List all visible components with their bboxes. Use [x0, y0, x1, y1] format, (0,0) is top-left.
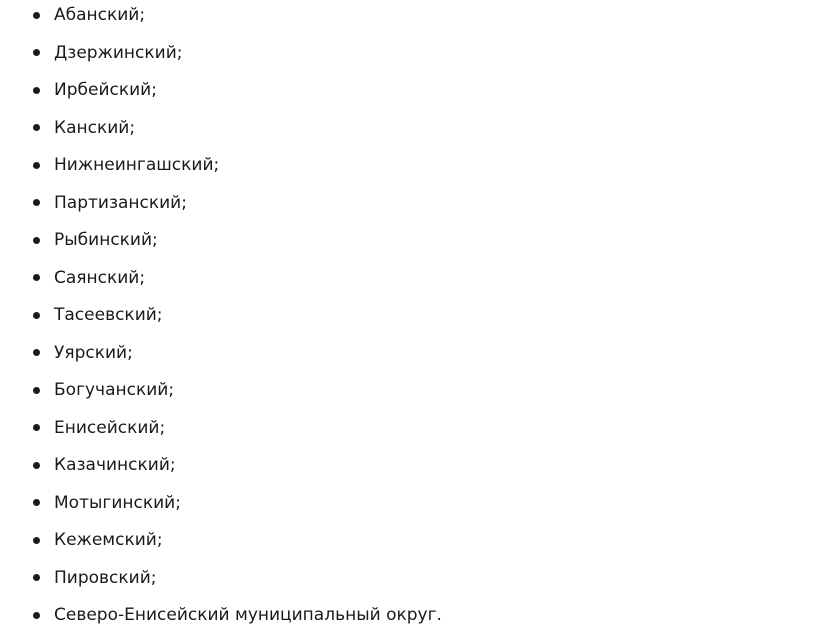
- bullet-icon: [33, 237, 40, 244]
- list-item-label: Уярский;: [54, 342, 133, 363]
- list-item: [0, 603, 824, 641]
- bullet-icon: [33, 462, 40, 469]
- list-item: [0, 303, 824, 341]
- list-item: [0, 41, 824, 79]
- list-item-label: Дзержинский;: [54, 42, 183, 63]
- list-item: [0, 453, 824, 491]
- bullet-icon: [33, 349, 40, 356]
- bullet-icon: [33, 87, 40, 94]
- bullet-icon: [33, 574, 40, 581]
- bullet-icon: [33, 199, 40, 206]
- bullet-icon: [33, 612, 40, 619]
- list-item-label: Канский;: [54, 117, 136, 138]
- list-item: [0, 528, 824, 566]
- bullet-icon: [33, 162, 40, 169]
- district-list: [0, 3, 824, 641]
- list-item: [0, 416, 824, 454]
- list-item-label: Пировский;: [54, 567, 157, 588]
- list-item: [0, 266, 824, 304]
- list-item-label: Саянский;: [54, 267, 146, 288]
- list-item-label: Северо-Енисейский муниципальный округ.: [54, 605, 442, 625]
- bullet-icon: [33, 274, 40, 281]
- bullet-icon: [33, 424, 40, 431]
- list-item: [0, 78, 824, 116]
- list-item: [0, 566, 824, 604]
- list-item: [0, 228, 824, 266]
- bullet-icon: [33, 12, 40, 19]
- list-item-label: Богучанский;: [54, 380, 175, 400]
- list-item: [0, 3, 824, 41]
- list-item: [0, 191, 824, 229]
- list-item-label: Мотыгинский;: [54, 492, 181, 513]
- bullet-icon: [33, 312, 40, 319]
- list-item-label: Тасеевский;: [54, 305, 163, 325]
- list-item-label: Партизанский;: [54, 192, 187, 213]
- bullet-icon: [33, 49, 40, 56]
- bullet-icon: [33, 124, 40, 131]
- list-item-label: Казачинский;: [54, 455, 176, 475]
- bullet-icon: [33, 387, 40, 394]
- list-item: [0, 491, 824, 529]
- list-item-label: Кежемский;: [54, 530, 163, 550]
- list-item-label: Рыбинский;: [54, 230, 158, 250]
- list-item: [0, 116, 824, 154]
- list-item-label: Ирбейский;: [54, 80, 157, 100]
- list-item-label: Абанский;: [54, 5, 146, 25]
- bullet-icon: [33, 537, 40, 544]
- list-item: [0, 153, 824, 191]
- list-item-label: Нижнеингашский;: [54, 155, 220, 175]
- bullet-icon: [33, 499, 40, 506]
- list-item: [0, 378, 824, 416]
- list-item-label: Енисейский;: [54, 417, 166, 438]
- list-item: [0, 341, 824, 379]
